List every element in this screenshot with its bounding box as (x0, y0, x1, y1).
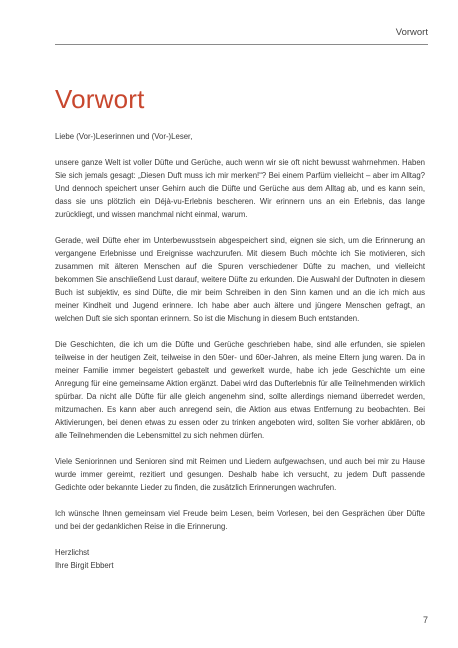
paragraph-3: Die Geschichten, die ich um die Düfte und Gerüche geschrieben habe, sind alle erfunden, sie spielen teilweise in der heutigen Zeit, teilweise in den 50er- und 60er-Jahren, als meine Eltern jung waren. Da in meiner Familie immer begeistert gebastelt und gewerkelt wurde, habe ich jede Geschichte um eine Anregung für eine gemeinsame Aktion ergänzt. Dabei wird das Dufterlebnis für alle Teilnehmenden wirklich spürbar. Da nicht alle Düfte für alle gleich angenehm sind, sollte allerdings niemand überredet werden, mitzumachen. Es kann aber auch anregend sein, die Aktion aus etwas Entfernung zu beobachten. Bei Aktivierungen, bei denen etwas zu essen oder zu trinken angeboten wird, sollten Sie vorher abklären, ob alle Teilnehmenden die Lebensmittel zu sich nehmen dürfen. (55, 340, 425, 440)
signature: Ihre Birgit Ebbert (55, 561, 114, 570)
paragraph-5: Ich wünsche Ihnen gemeinsam viel Freude beim Lesen, beim Vorlesen, bei den Gesprächen über Düfte und bei der gedanklichen Reise in die Erinnerung. (55, 509, 425, 531)
page-number: 7 (422, 615, 428, 625)
closing: Herzlichst (55, 548, 90, 557)
paragraph-4: Viele Seniorinnen und Senioren sind mit Reimen und Liedern aufgewachsen, und auch bei mir zu Hause wurde immer gereimt, rezitiert und gesungen. Deshalb habe ich versucht, zu jedem Duft passende Gedichte oder bekannte Lieder zu finden, die zusätzlich Erinnerungen wachrufen. (55, 457, 425, 492)
body-text (55, 130, 425, 572)
page-title: Vorwort (55, 84, 145, 114)
header-rule (55, 44, 428, 45)
paragraph-1: unsere ganze Welt ist voller Düfte und Gerüche, auch wenn wir sie oft nicht bewusst wahrnehmen. Haben Sie sich jemals gesagt: „Diesen Duft muss ich mir merken!“? Bei einem Parfüm vielleicht – aber im Alltag? Und dennoch speichert unser Gehirn auch die Düfte und Gerüche aus dem Alltag ab, und es kann sein, dass sie uns plötzlich ein Déjà-vu-Erlebnis bescheren. Wir erinnern uns an ein Erlebnis, das lange zurückliegt, und wissen manchmal nicht einmal, warum. (55, 158, 425, 219)
paragraph-2: Gerade, weil Düfte eher im Unterbewusstsein abgespeichert sind, eignen sie sich, um die Erinnerung an vergangene Erlebnisse und Ereignisse wachzurufen. Mit diesem Buch möchte ich Sie motivieren, sich zusammen mit älteren Menschen auf die Spuren verschiedener Düfte zu machen, und vielleicht bekommen Sie anschließend Lust darauf, weitere Düfte zu erkunden. Die Auswahl der Duftnoten in diesem Buch ist subjektiv, es sind Düfte, die mir beim Schreiben in den Sinn kamen und an die ich mich aus meiner Kindheit und Jugend erinnere. Ich habe aber auch ältere und jüngere Menschen gefragt, an welchen Duft sie sich spontan erinnern. So ist die Mischung in diesem Buch entstanden. (55, 236, 425, 323)
running-header-label: Vorwort (395, 27, 428, 38)
salutation: Liebe (Vor-)Leserinnen und (Vor-)Leser, (55, 132, 193, 141)
